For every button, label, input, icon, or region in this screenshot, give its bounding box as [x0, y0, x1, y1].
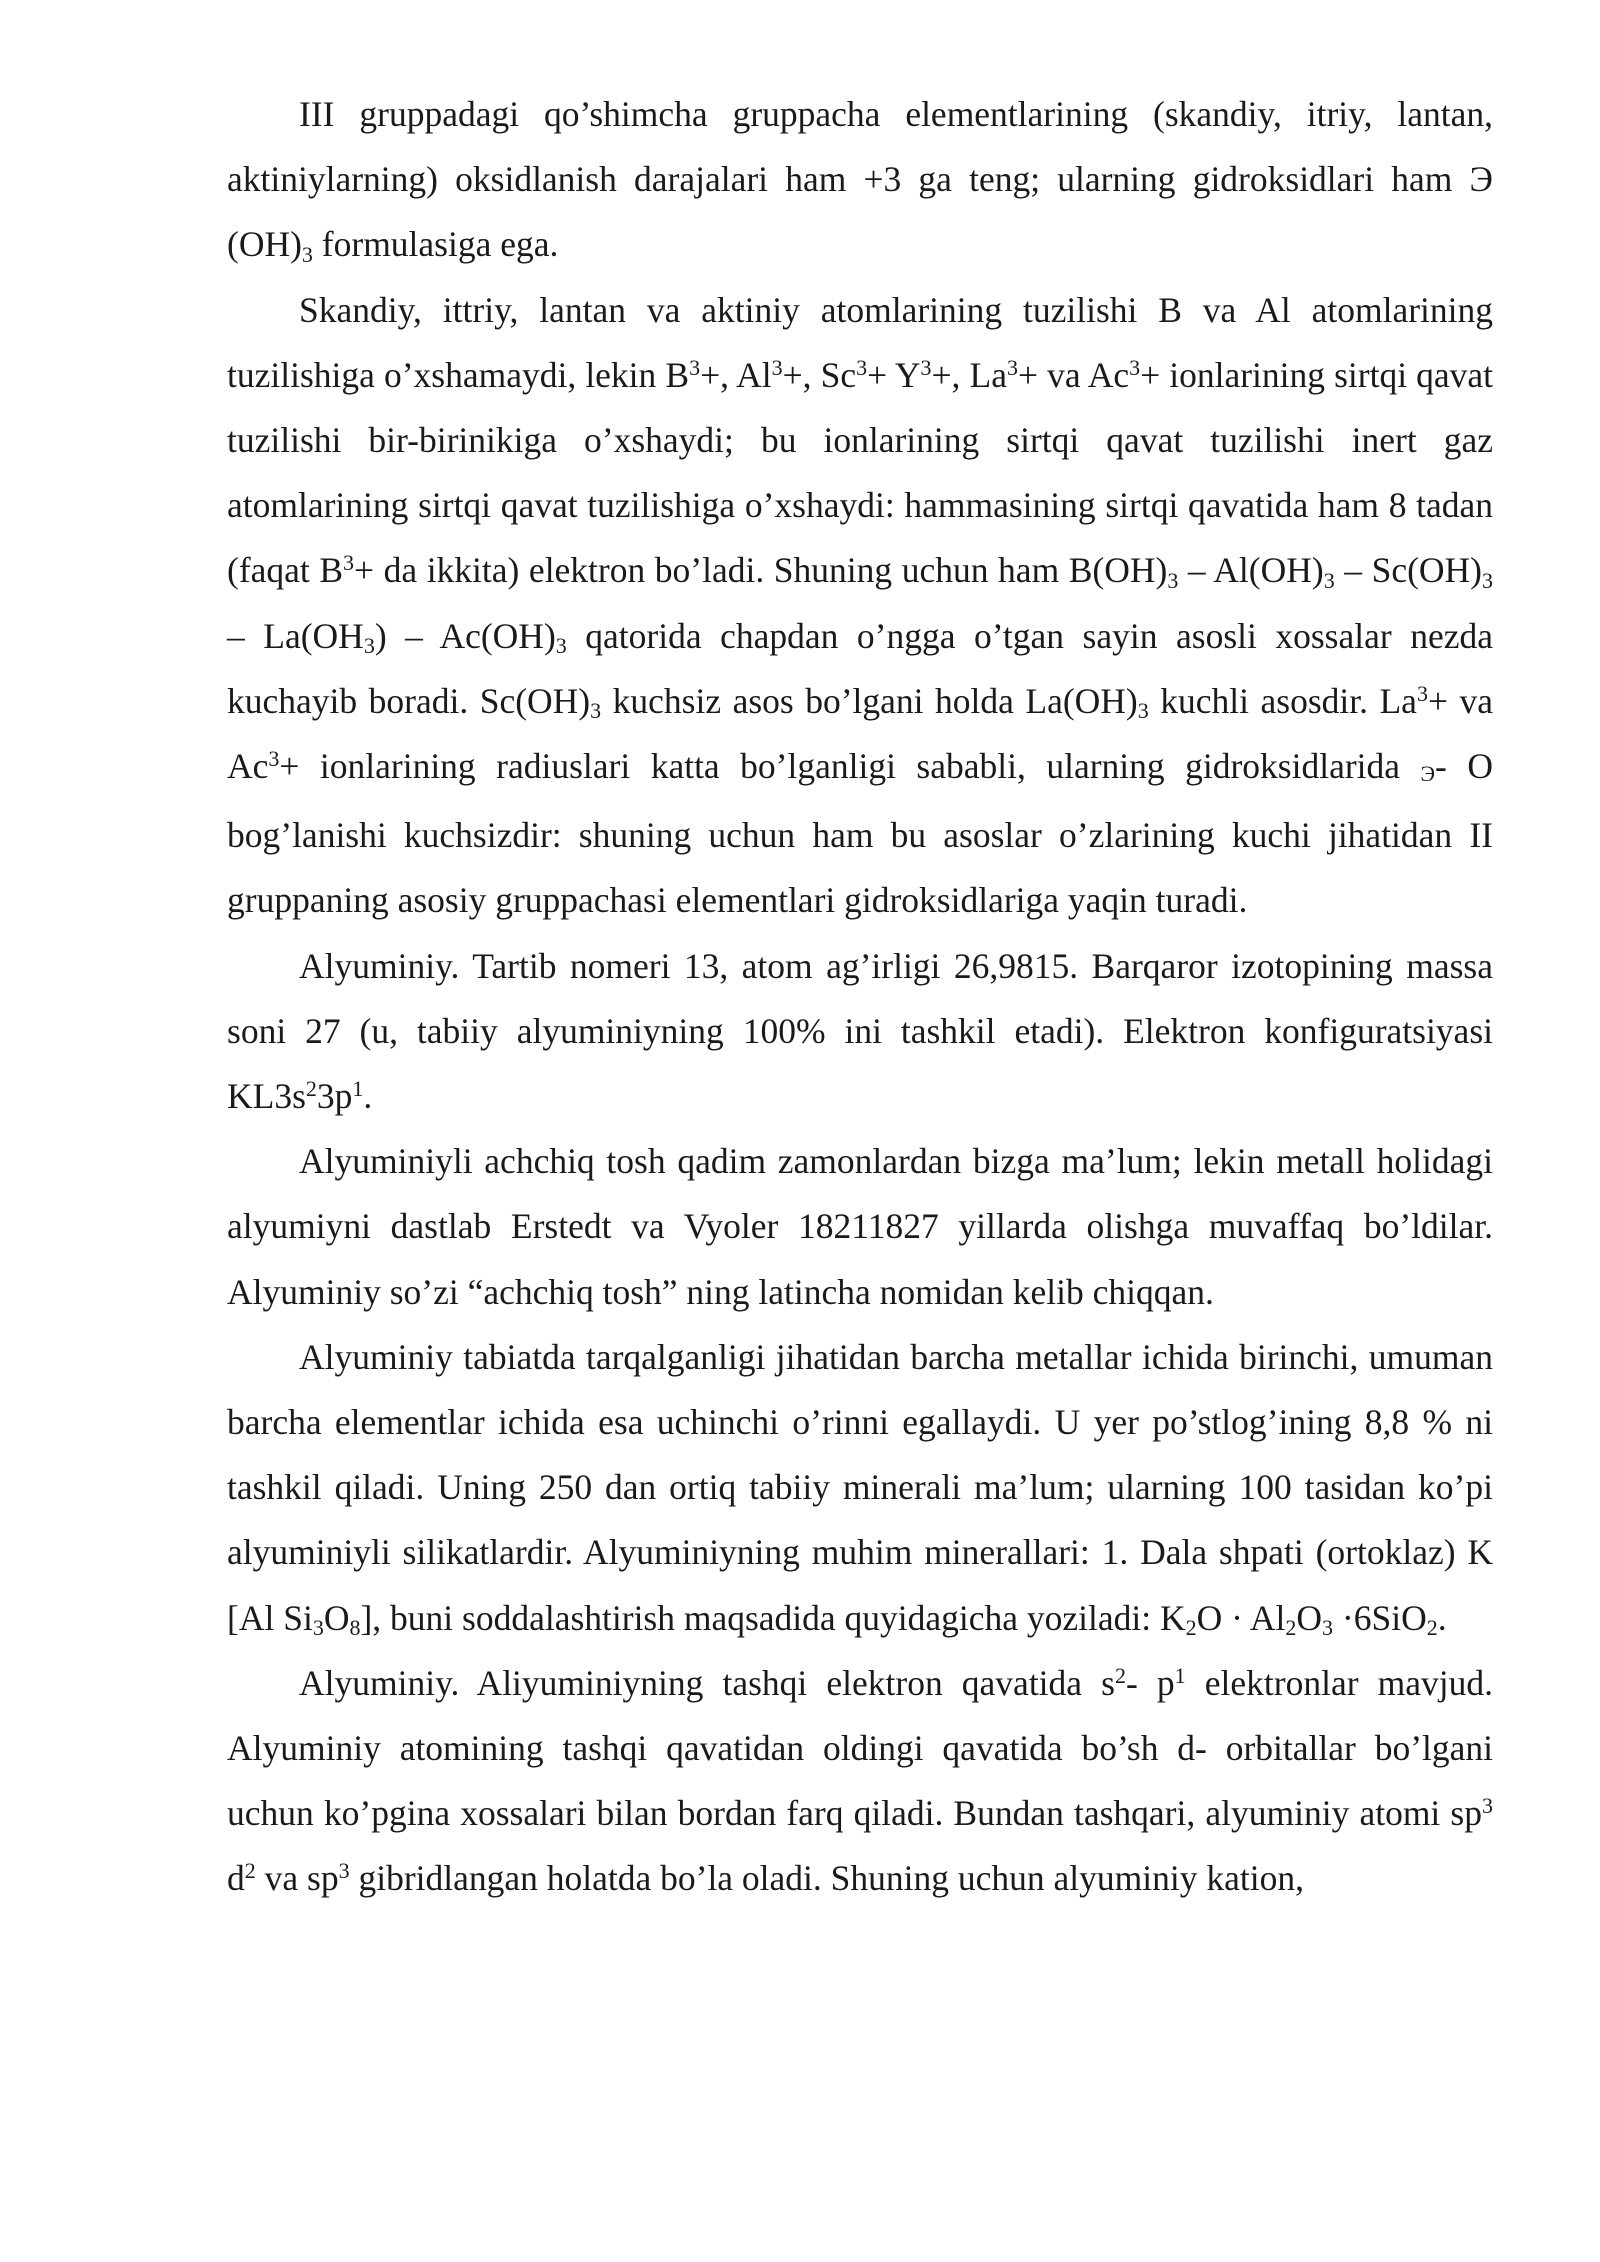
- paragraph-aluminium-electrons: Alyuminiy. Aliyuminiyning tashqi elektron qavatida $s^2-$ $p^1$ elektronlar mavjud. Alyuminiy atomining tashqi qavatidan oldingi qavatida bo’sh d- orbitallar bo’lgani uchun ko’pgina xossalari bilan bordan farq qiladi. Bundan tashqari, alyuminiy atomi $sp^3$ $d^2$ va $sp^3$ gibridlangan holatda bo’la oladi. Shuning uchun alyuminiy kation,: [227, 1662, 1493, 1899]
- paragraph-group-iii-oxidation: III gruppadagi qo’shimcha gruppacha elementlarining (skandiy, itriy, lantan, aktiniylarning) oksidlanish darajalari ham +3 ga teng; ularning gidroksidlari ham Э $(OH)_3$ formulasiga ega.: [227, 94, 1493, 267]
- paragraph-aluminium-history: Alyuminiyli achchiq tosh qadim zamonlardan bizga ma’lum; lekin metall holidagi alyumiyni dastlab Erstedt va Vyoler 18211827 yillarda olishga muvaffaq bo’ldilar. Alyuminiy so’zi “achchiq tosh” ning latincha nomidan kelib chiqqan.: [227, 1141, 1493, 1312]
- paragraph-aluminium-abundance: Alyuminiy tabiatda tarqalganligi jihatidan barcha metallar ichida birinchi, umuman barcha elementlar ichida esa uchinchi o’rinni egallaydi. U yer po’stlog’ining 8,8 % ni tashkil qiladi. Uning 250 dan ortiq tabiiy minerali ma’lum; ularning 100 tasidan ko’pi alyuminiyli silikatlardir. Alyuminiyning muhim minerallari: 1. Dala shpati (ortoklaz) K [Al $Si_3O_8$], buni soddalashtirish maqsadida quyidagicha yoziladi: $K_2O \cdot Al_2O_3 \cdot 6SiO_2$.: [227, 1336, 1493, 1641]
- paragraph-ion-structure: Skandiy, ittriy, lantan va aktiniy atomlarining tuzilishi B va Al atomlarining tuzilishiga o’xshamaydi, lekin $B^3+$, $Al^3+$, $Sc^3+ Y^3+$, $La^3+$ va $Ac^3+$ ionlarining sirtqi qavat tuzilishi bir-birinikiga o’xshaydi; bu ionlarining sirtqi qavat tuzilishi inert gaz atomlarining sirtqi qavat tuzilishiga o’xshaydi: hammasining sirtqi qavatida ham 8 tadan (faqat $B^3+$ da ikkita) elektron bo’ladi. Shuning uchun ham $B(OH)_3 - Al(OH)_3 - Sc(OH)_3 - La(OH_3) - Ac(OH)_3$ qatorida chapdan o’ngga o’tgan sayin asosli xossalar nezda kuchayib boradi. $Sc(OH)_3$ kuchsiz asos bo’lgani holda $La(OH)_3$ kuchli asosdir. $La^3+$ va $Ac^3+$ ionlarining radiuslari katta bo’lganligi sababli, ularning gidroksidlarida Э- O bog’lanishi kuchsizdir: shuning uchun ham bu asoslar o’zlarining kuchi jihatidan II gruppaning asosiy gruppachasi elementlari gidroksidlariga yaqin turadi.: [227, 289, 1494, 921]
- paragraph-aluminium-intro: Alyuminiy. Tartib nomeri 13, atom ag’irligi 26,9815. Barqaror izotopining massa soni 27 (u, tabiiy alyuminiyning 100% ini tashkil etadi). Elektron konfiguratsiyasi $KL3s^23p^1$.: [227, 945, 1493, 1117]
- document-page: [227, 82, 1493, 1912]
